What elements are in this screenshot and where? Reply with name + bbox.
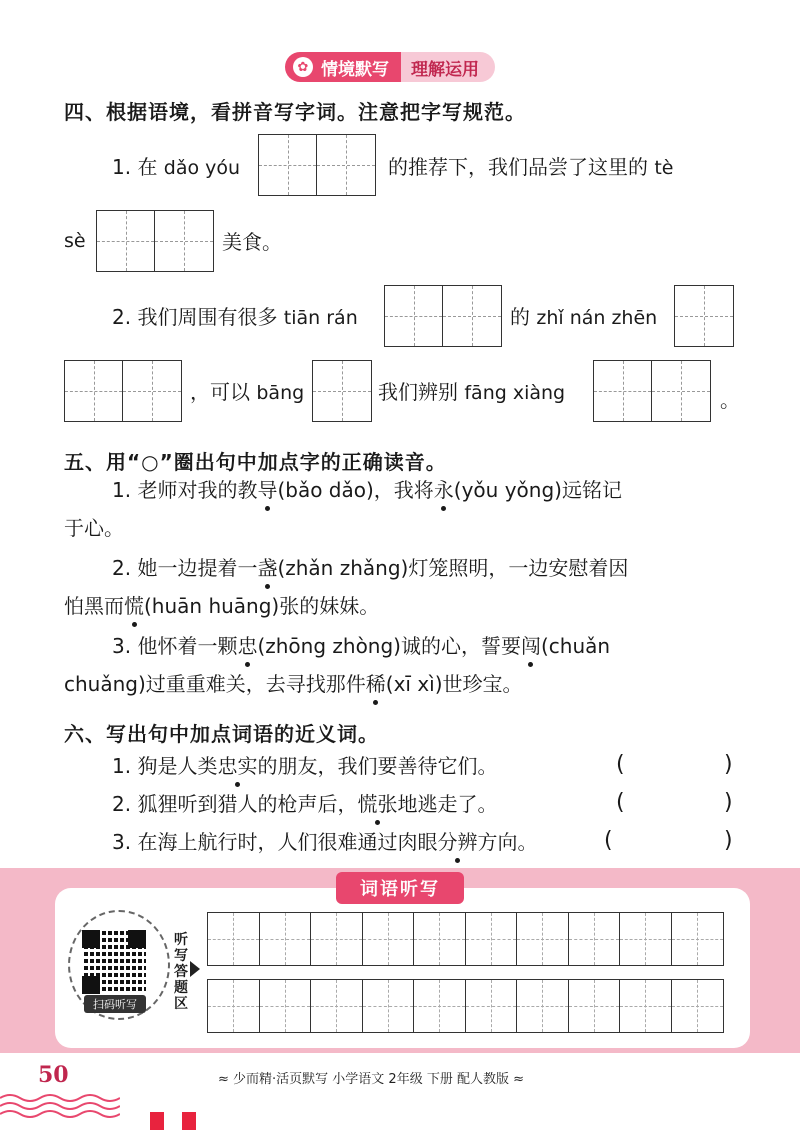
s4-q2-grid1[interactable] [384,285,502,347]
s4-q2-end: 。 [720,388,740,412]
s5-q2-d: (huān huāng)张的妹妹。 [144,594,380,618]
s5-q3-e: (xī xì)世珍宝。 [385,672,523,696]
s5-q1-c: (yǒu yǒng)远铭记 [453,478,622,502]
s4-q1-mid: 的推荐下，我们品尝了这里的 [388,155,655,179]
wave-decoration-icon [0,1092,120,1122]
s4-q2-pinyin3: bāng [256,382,305,404]
s6-q3-dot: 分辨 [437,830,478,854]
s5-q3-line2 [64,674,523,694]
s4-q2-mid1: 的 [510,305,537,329]
s4-q2-grid2a[interactable] [674,285,734,347]
answer-area-label: 听写答题区 [174,932,188,1012]
s4-q2-pinyin2: zhǐ nán zhēn [536,307,658,329]
s6-q1-paren-close: ) [724,752,733,777]
s4-q2-line2 [190,382,304,403]
s5-q3-c: (chuǎn [540,634,611,658]
s6-q3-paren-open: ( [604,828,613,853]
s6-q2-line [112,794,497,814]
page-number: 50 [38,1062,69,1088]
s5-q2-b: (zhǎn zhǎng)灯笼照明，一边安慰着因 [277,556,629,580]
s6-q1-b: 的朋友，我们要善待它们。 [257,754,498,778]
s4-q1-grid1[interactable] [258,134,376,196]
s4-q2-mid2: ，可以 [190,380,257,404]
s5-q1-line1 [112,480,622,500]
s6-q2-paren-open: ( [616,790,625,815]
s6-q2-b: 地逃走了。 [397,792,498,816]
s5-q1-a: 1. 老师对我的教 [112,478,258,502]
red-marker-right [182,1112,196,1130]
s5-q1-dot2: 永 [433,478,454,502]
s4-q1-line1b [388,157,674,178]
s6-q1-line [112,756,497,776]
dictation-label: 词语听写 [336,872,464,904]
s4-q1-pinyin2a: tè [654,157,674,179]
s4-q2-mid3: 我们辨别 [378,380,465,404]
section6-title: 六、写出句中加点词语的近义词。 [64,722,379,746]
footer-text: ≈ 少而精·活页默写 小学语文 2年级 下册 配人教版 ≈ [218,1072,524,1087]
s5-q2-dot2: 慌 [124,594,144,618]
dictation-grid-row2[interactable] [207,979,724,1033]
header-subtitle: 理解运用 [401,52,495,82]
s4-q2-line1b [510,307,657,328]
s6-q1-a: 1. 狗是人类 [112,754,218,778]
s4-q2-prefix: 2. 我们周围有很多 [112,305,284,329]
s5-q2-line1 [112,558,628,578]
s6-q2-a: 2. 狐狸听到猎人的枪声后， [112,792,358,816]
s5-q3-a: 3. 他怀着一颗 [112,634,238,658]
s4-q2-pinyin1: tiān rán [283,307,358,329]
s5-q2-c: 怕黑而 [64,594,124,618]
s4-q2-pinyin4: fāng xiàng [464,382,566,404]
s5-q1-d: 于心。 [64,516,124,540]
s4-q1-prefix: 1. 在 [112,155,164,179]
red-marker-left [150,1112,164,1130]
s6-q2-answer-field[interactable] [632,790,720,818]
s6-q1-answer-field[interactable] [632,752,720,780]
s5-q2-line2 [64,596,379,616]
dictation-grid-row1[interactable] [207,912,724,966]
flower-icon: ✿ [293,57,313,77]
s6-q1-dot: 忠实 [217,754,258,778]
s4-q2-line2b [378,382,565,403]
s6-q3-line [112,832,537,852]
s4-q2-line1 [112,307,358,328]
arrow-right-icon [190,961,200,977]
s6-q3-a: 3. 在海上航行时，人们很难通过肉眼 [112,830,438,854]
s5-q2-a: 2. 她一边提着一 [112,556,258,580]
s6-q1-paren-open: ( [616,752,625,777]
s6-q3-paren-close: ) [724,828,733,853]
s4-q1-pinyin2b: sè [64,230,86,252]
section5-title: 五、用“○”圈出句中加点字的正确读音。 [64,450,447,474]
section4-title: 四、根据语境，看拼音写字词。注意把字写规范。 [64,100,526,124]
s5-q3-dot2: 闯 [520,634,541,658]
s6-q2-dot: 慌张 [357,792,398,816]
qr-code[interactable] [82,930,146,994]
header-badge-text: 情境默写 [321,59,389,80]
s5-q3-d: chuǎng)过重重难关，去寻找那件 [64,672,366,696]
section-header-tag [285,52,495,82]
s6-q3-b: 方向。 [477,830,538,854]
s4-q2-grid4[interactable] [593,360,711,422]
s5-q3-line1 [112,636,610,656]
s6-q2-paren-close: ) [724,790,733,815]
s4-q1-grid2[interactable] [96,210,214,272]
s4-q2-grid2b[interactable] [64,360,182,422]
s5-q1-b: (bǎo dǎo)，我将 [277,478,434,502]
qr-label: 扫码听写 [84,995,146,1013]
s5-q3-dot3: 稀 [365,672,386,696]
s5-q1-dot: 导 [257,478,278,502]
s6-q3-answer-field[interactable] [622,828,720,856]
s4-q1-pinyin1: dǎo yóu [163,157,241,179]
s4-q1-line1 [112,157,240,178]
s4-q1-end: 美食。 [222,230,282,254]
s5-q3-b: (zhōng zhòng)诚的心，誓要 [257,634,521,658]
s5-q2-dot: 盏 [257,556,278,580]
s4-q2-grid3[interactable] [312,360,372,422]
s5-q3-dot: 忠 [237,634,258,658]
header-badge [285,52,401,82]
